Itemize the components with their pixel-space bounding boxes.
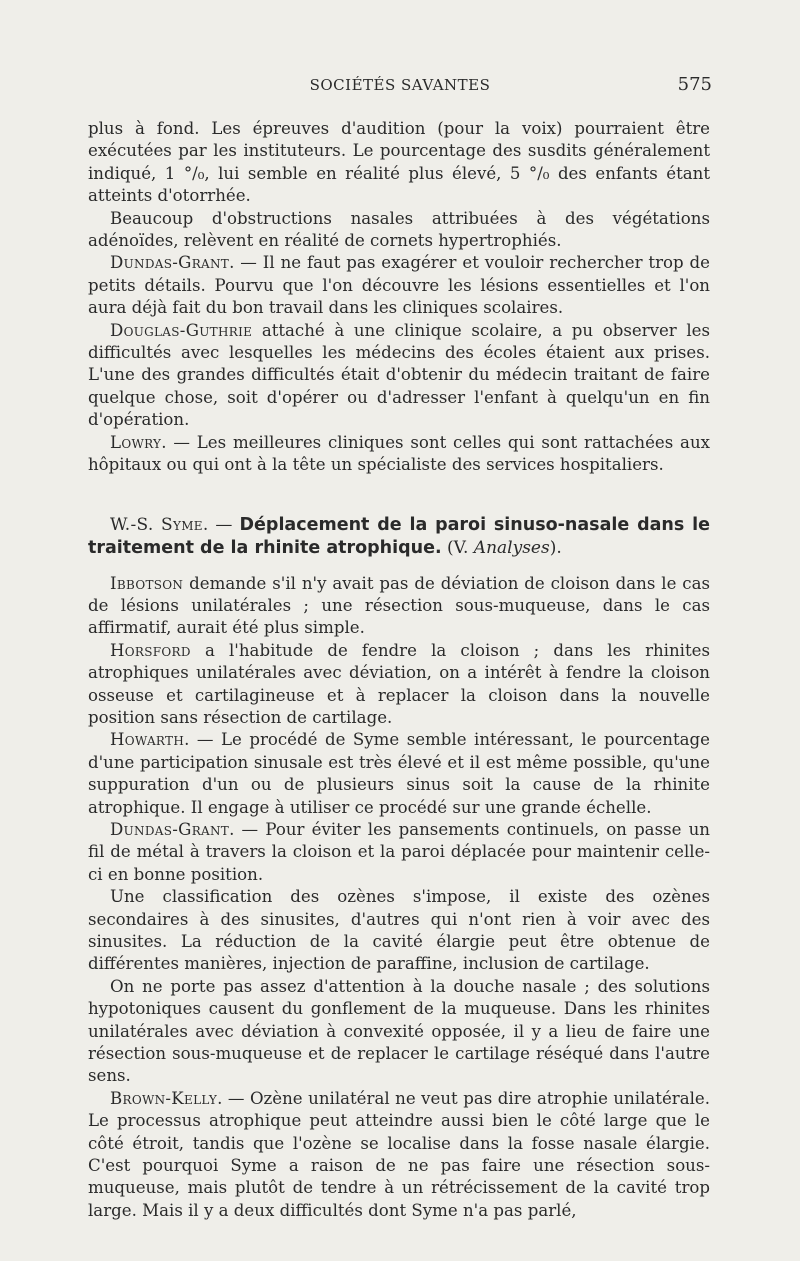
separator: . —	[217, 1088, 250, 1108]
section-author: W.-S. Syme	[110, 514, 203, 535]
section-gap	[88, 477, 710, 514]
paragraph	[88, 819, 710, 886]
paragraph	[88, 1088, 710, 1222]
paragraph	[88, 573, 710, 640]
section-title: Déplacement de la paroi sinuso-nasale dans le traitement de la rhinite atrophique.	[88, 514, 710, 558]
paragraph-text: Beaucoup d'obstructions nasales attribuées à des végétations adénoïdes, relèvent en réalité de cornets hypertrophiés.	[88, 208, 710, 251]
paragraph	[88, 118, 710, 208]
separator: . —	[229, 253, 263, 273]
speaker-name: Douglas-Guthrie	[110, 320, 253, 340]
speaker-name: Dundas-Grant	[110, 253, 230, 273]
paragraph-text: attaché à une clinique scolaire, a pu observer les difficultés avec lesquelles les médecins des écoles étaient aux prises. L'une des grandes difficultés était d'obtenir du médecin traitant de faire quelque chose, soit d'opérer ou d'adresser l'enfant à quelqu'un en fin d'opération.	[88, 320, 710, 430]
paragraph	[88, 208, 710, 253]
paragraph-text: Le procédé de Syme semble intéressant, le pourcentage d'une participation sinusale est très élevé et il est même possible, qu'une suppuration d'un ou de plusieurs sinus soit la cause de la rhinite atrophique. Il engage à utiliser ce procédé sur une grande échelle.	[88, 730, 710, 817]
paragraph	[88, 729, 710, 819]
speaker-name: Ibbotson	[110, 573, 184, 593]
separator: . —	[184, 730, 221, 750]
section-heading	[88, 514, 710, 560]
paragraph-text: On ne porte pas assez d'attention à la douche nasale ; des solutions hypotoniques causent du gonflement de la muqueuse. Dans les rhinites unilatérales avec déviation à convexité opposée, il y a lieu de faire une résection sous-muqueuse et de replacer le cartilage réséqué dans l'autre sens.	[88, 976, 710, 1086]
reference-close: ).	[549, 537, 562, 558]
paragraph	[88, 886, 710, 976]
section-gap	[88, 560, 710, 573]
body-text	[88, 118, 710, 1222]
separator	[191, 641, 205, 660]
paragraph-text: Une classification des ozènes s'impose, il existe des ozènes secondaires à des sinusites, d'autres qui n'ont rien à voir avec des sinusites. La réduction de la cavité élargie peut être obtenue de différentes manières, injection de paraffine, inclusion de cartilage.	[88, 887, 710, 974]
paragraph-text: a l'habitude de fendre la cloison ; dans les rhinites atrophiques unilatérales avec déviation, on a intérêt à fendre la cloison osseuse et cartilagineuse et à replacer la cloison dans la nouvelle position sans résection de cartilage.	[88, 640, 710, 727]
page-number: 575	[677, 74, 712, 95]
separator: . —	[229, 819, 266, 839]
paragraph-text: Il ne faut pas exagérer et vouloir rechercher trop de petits détails. Pourvu que l'on découvre les lésions essentielles et l'on aura déjà fait du bon travail dans les cliniques scolaires.	[88, 253, 710, 318]
separator: . —	[202, 514, 240, 535]
paragraph	[88, 252, 710, 319]
separator	[252, 321, 262, 340]
reference-link: Analyses	[473, 537, 550, 558]
reference-open: (V.	[441, 537, 474, 558]
running-title: SOCIÉTÉS SAVANTES	[309, 76, 491, 94]
paragraph-text: Pour éviter les pansements continuels, on passe un fil de métal à travers la cloison et la paroi déplacée pour maintenir celle-ci en bonne position.	[88, 819, 710, 884]
speaker-name: Horsford	[110, 640, 191, 660]
speaker-name: Dundas-Grant	[110, 819, 230, 839]
paragraph-text: Les meilleures cliniques sont celles qui sont rattachées aux hôpitaux ou qui ont à la tête un spécialiste des services hospitaliers.	[88, 432, 710, 475]
running-header	[88, 76, 712, 102]
paragraph	[88, 640, 710, 730]
paragraph-text: demande s'il n'y avait pas de déviation de cloison dans le cas de lésions unilatérales ; une résection sous-muqueuse, dans le cas affirmatif, aurait été plus simple.	[88, 573, 710, 638]
paragraph	[88, 432, 710, 477]
paragraph-text: Ozène unilatéral ne veut pas dire atrophie unilatérale. Le processus atrophique peut atteindre aussi bien le côté large que le côté étroit, tandis que l'ozène se localise dans la fosse nasale élargie. C'est pourquoi Syme a raison de ne pas faire une résection sous-muqueuse, mais plutôt de tendre à un rétrécissement de la cavité trop large. Mais il y a deux difficultés dont Syme n'a pas parlé,	[88, 1088, 710, 1220]
separator: . —	[161, 432, 197, 452]
speaker-name: Lowry	[110, 432, 162, 452]
paragraph	[88, 320, 710, 432]
speaker-name: Howarth	[110, 730, 185, 750]
paragraph-text: plus à fond. Les épreuves d'audition (pour la voix) pourraient être exécutées par les instituteurs. Le pourcentage des susdits généralement indiqué, 1 °/₀, lui semble en réalité plus élevé, 5 °/₀ des enfants étant atteints d'otorrhée.	[88, 119, 710, 206]
speaker-name: Brown-Kelly	[110, 1088, 218, 1108]
paragraph	[88, 976, 710, 1088]
